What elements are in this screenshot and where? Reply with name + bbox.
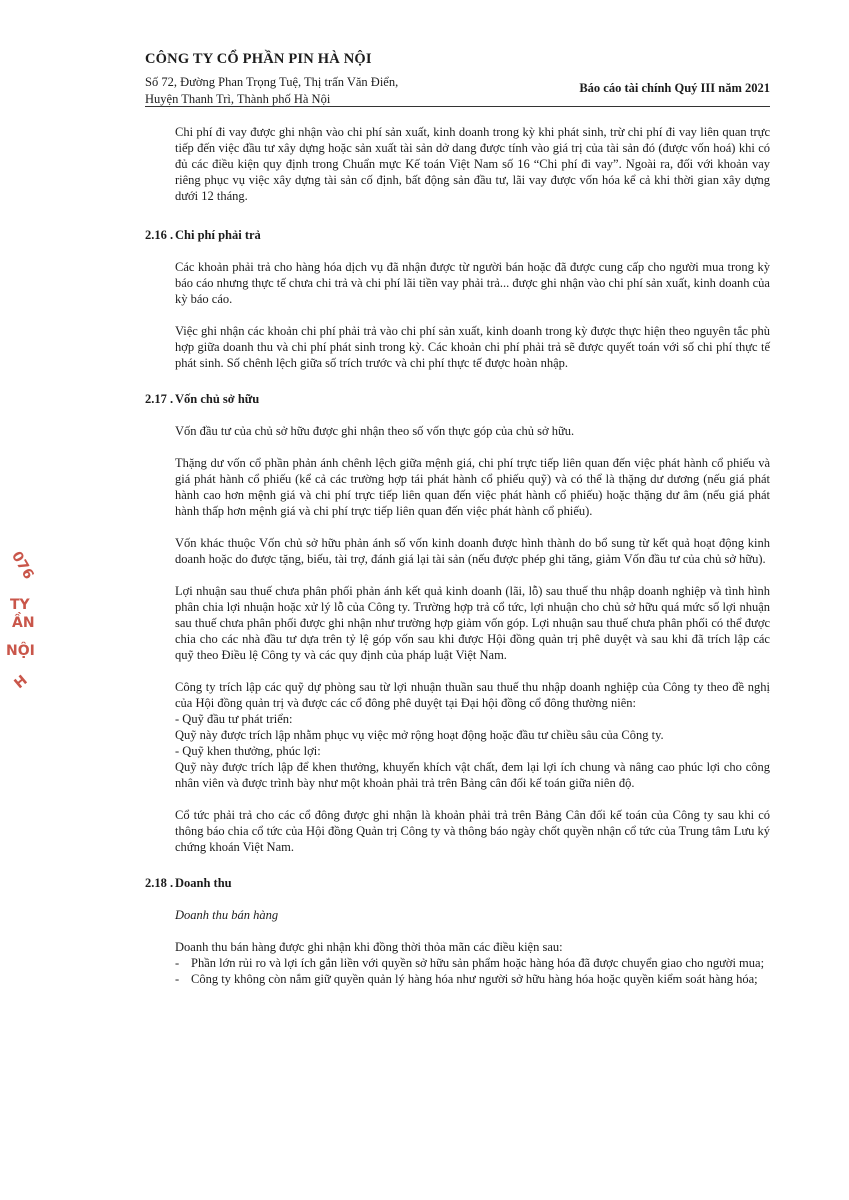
- stamp-text: ẦN: [12, 615, 35, 631]
- paragraph: Cổ tức phải trả cho các cổ đông được ghi nhận là khoản phải trả trên Bảng Cân đối kế toán của Công ty sau khi có thông báo chia cổ tức của Hội đồng Quản trị Công ty và thông báo ngày chốt quyền nhận cổ tức của Trung tâm Lưu ký chứng khoán Việt Nam.: [175, 808, 770, 854]
- red-seal-stamp: [2, 548, 37, 716]
- address-line-1: Số 72, Đường Phan Trọng Tuệ, Thị trấn Văn Điển,: [145, 75, 399, 89]
- header-divider: [145, 106, 770, 107]
- section-2-17-heading: [145, 391, 770, 407]
- section-number: 2.18 .: [145, 876, 174, 890]
- paragraph: Vốn khác thuộc Vốn chủ sở hữu phản ánh số vốn kinh doanh được hình thành do bổ sung từ kết quả hoạt động kinh doanh hoặc do được tặng, biếu, tài trợ, đánh giá lại tài sản (nếu được phép ghi tăng, giảm Vốn đầu tư của chủ sở hữu).: [175, 536, 770, 566]
- fund-2-description: Quỹ này được trích lập để khen thưởng, khuyến khích vật chất, đem lại lợi ích chung và nâng cao phúc lợi cho công nhân viên và được trình bày như một khoản phải trả trên Bảng cân đối kế toán giữa niên độ.: [175, 760, 770, 790]
- paragraph: Các khoản phải trả cho hàng hóa dịch vụ đã nhận được từ người bán hoặc đã được cung cấp cho người mua trong kỳ báo cáo nhưng thực tế chưa chi trả và chi phí lãi tiền vay phải trả... được ghi nhận vào chi phí sản xuất, kinh doanh của kỳ báo cáo.: [175, 260, 770, 306]
- section-title: Vốn chủ sở hữu: [175, 392, 260, 406]
- intro-paragraph: Chi phí đi vay được ghi nhận vào chi phí sản xuất, kinh doanh trong kỳ khi phát sinh, trừ chi phí đi vay liên quan trực tiếp đến việc đầu tư xây dựng hoặc sản xuất tài sản dở dang được tính vào giá trị của tài sản đó (được vốn hoá) khi có đủ các điều kiện quy định trong Chuẩn mực Kế toán Việt Nam số 16 “Chi phí đi vay”. Ngoài ra, đối với khoản vay riêng phục vụ việc xây dựng tài sản cố định, bất động sản đầu tư, lãi vay được vốn hóa kể cả khi thời gian xây dựng dưới 12 tháng.: [175, 125, 770, 203]
- section-title: Chi phí phải trả: [175, 228, 261, 242]
- company-name: CÔNG TY CỔ PHẦN PIN HÀ NỘI: [145, 51, 372, 67]
- paragraph: Việc ghi nhận các khoản chi phí phải trả vào chi phí sản xuất, kinh doanh trong kỳ được thực hiện theo nguyên tắc phù hợp giữa doanh thu và chi phí phát sinh trong kỳ. Các khoản chi phí phải trả sẽ được quyết toán với số chi phí thực tế phát sinh. Số chênh lệch giữa số trích trước và chi phí thực tế được hoàn nhập.: [175, 324, 770, 370]
- section-2-16-heading: [145, 227, 770, 243]
- conditions-list: [145, 955, 770, 987]
- fund-1-description: Quỹ này được trích lập nhằm phục vụ việc mở rộng hoạt động hoặc đầu tư chiều sâu của Công ty.: [175, 728, 664, 742]
- report-title: Báo cáo tài chính Quý III năm 2021: [579, 81, 770, 95]
- section-title: Doanh thu: [175, 876, 232, 890]
- fund-2-name: - Quỹ khen thưởng, phúc lợi:: [175, 744, 321, 758]
- stamp-text: TY: [10, 597, 30, 613]
- stamp-text: NỘI: [6, 643, 35, 659]
- fund-1-name: - Quỹ đầu tư phát triển:: [175, 712, 293, 726]
- section-number: 2.16 .: [145, 228, 174, 242]
- paragraph: Doanh thu bán hàng được ghi nhận khi đồng thời thỏa mãn các điều kiện sau:: [175, 940, 563, 954]
- page-header: [145, 51, 770, 108]
- stamp-text: 076: [8, 548, 37, 583]
- paragraph: Công ty trích lập các quỹ dự phòng sau từ lợi nhuận thuần sau thuế thu nhập doanh nghiệp của Công ty theo đề nghị của Hội đồng quản trị và được các cổ đông phê duyệt tại Đại hội đồng cổ đông thường niên:: [175, 680, 770, 710]
- subsection-title: Doanh thu bán hàng: [175, 908, 279, 922]
- page-content: [145, 124, 770, 987]
- section-2-18-heading: [145, 875, 770, 891]
- address-line-2: Huyện Thanh Trì, Thành phố Hà Nội: [145, 92, 331, 106]
- paragraph: Thặng dư vốn cổ phần phản ánh chênh lệch giữa mệnh giá, chi phí trực tiếp liên quan đến việc phát hành cổ phiếu và giá phát hành cổ phiếu (kể cả các trường hợp tái phát hành cổ phiếu quỹ) và có thể là thặng dư dương (nếu giá phát hành cao hơn mệnh giá và chi phí trực tiếp liên quan đến việc phát hành cổ phiếu) hoặc thặng dư âm (nếu giá phát hành thấp hơn mệnh giá và chi phí trực tiếp liên quan đến việc phát hành cổ phiếu).: [175, 456, 770, 518]
- section-number: 2.17 .: [145, 392, 174, 406]
- paragraph: Vốn đầu tư của chủ sở hữu được ghi nhận theo số vốn thực góp của chủ sở hữu.: [175, 424, 575, 438]
- list-item: - Công ty không còn nắm giữ quyền quản lý hàng hóa như người sở hữu hàng hóa hoặc quyền kiểm soát hàng hóa;: [175, 971, 770, 987]
- paragraph: Lợi nhuận sau thuế chưa phân phối phản ánh kết quả kinh doanh (lãi, lỗ) sau thuế thu nhập doanh nghiệp và tình hình phân chia lợi nhuận hoặc xử lý lỗ của Công ty. Trường hợp trả cổ tức, lợi nhuận cho chủ sở hữu quá mức số lợi nhuận sau thuế chưa phân phối được ghi nhận như trường hợp giảm vốn góp. Lợi nhuận sau thuế chưa phân phối có thể được chia cho các nhà đầu tư dựa trên tỷ lệ góp vốn sau khi được Hội đồng quản trị phê duyệt và sau khi đã trích lập các quỹ theo Điều lệ Công ty và các quy định của pháp luật Việt Nam.: [175, 584, 770, 662]
- list-item: - Phần lớn rủi ro và lợi ích gắn liền với quyền sở hữu sản phẩm hoặc hàng hóa đã được chuyển giao cho người mua;: [175, 955, 770, 971]
- stamp-text: H: [11, 672, 31, 693]
